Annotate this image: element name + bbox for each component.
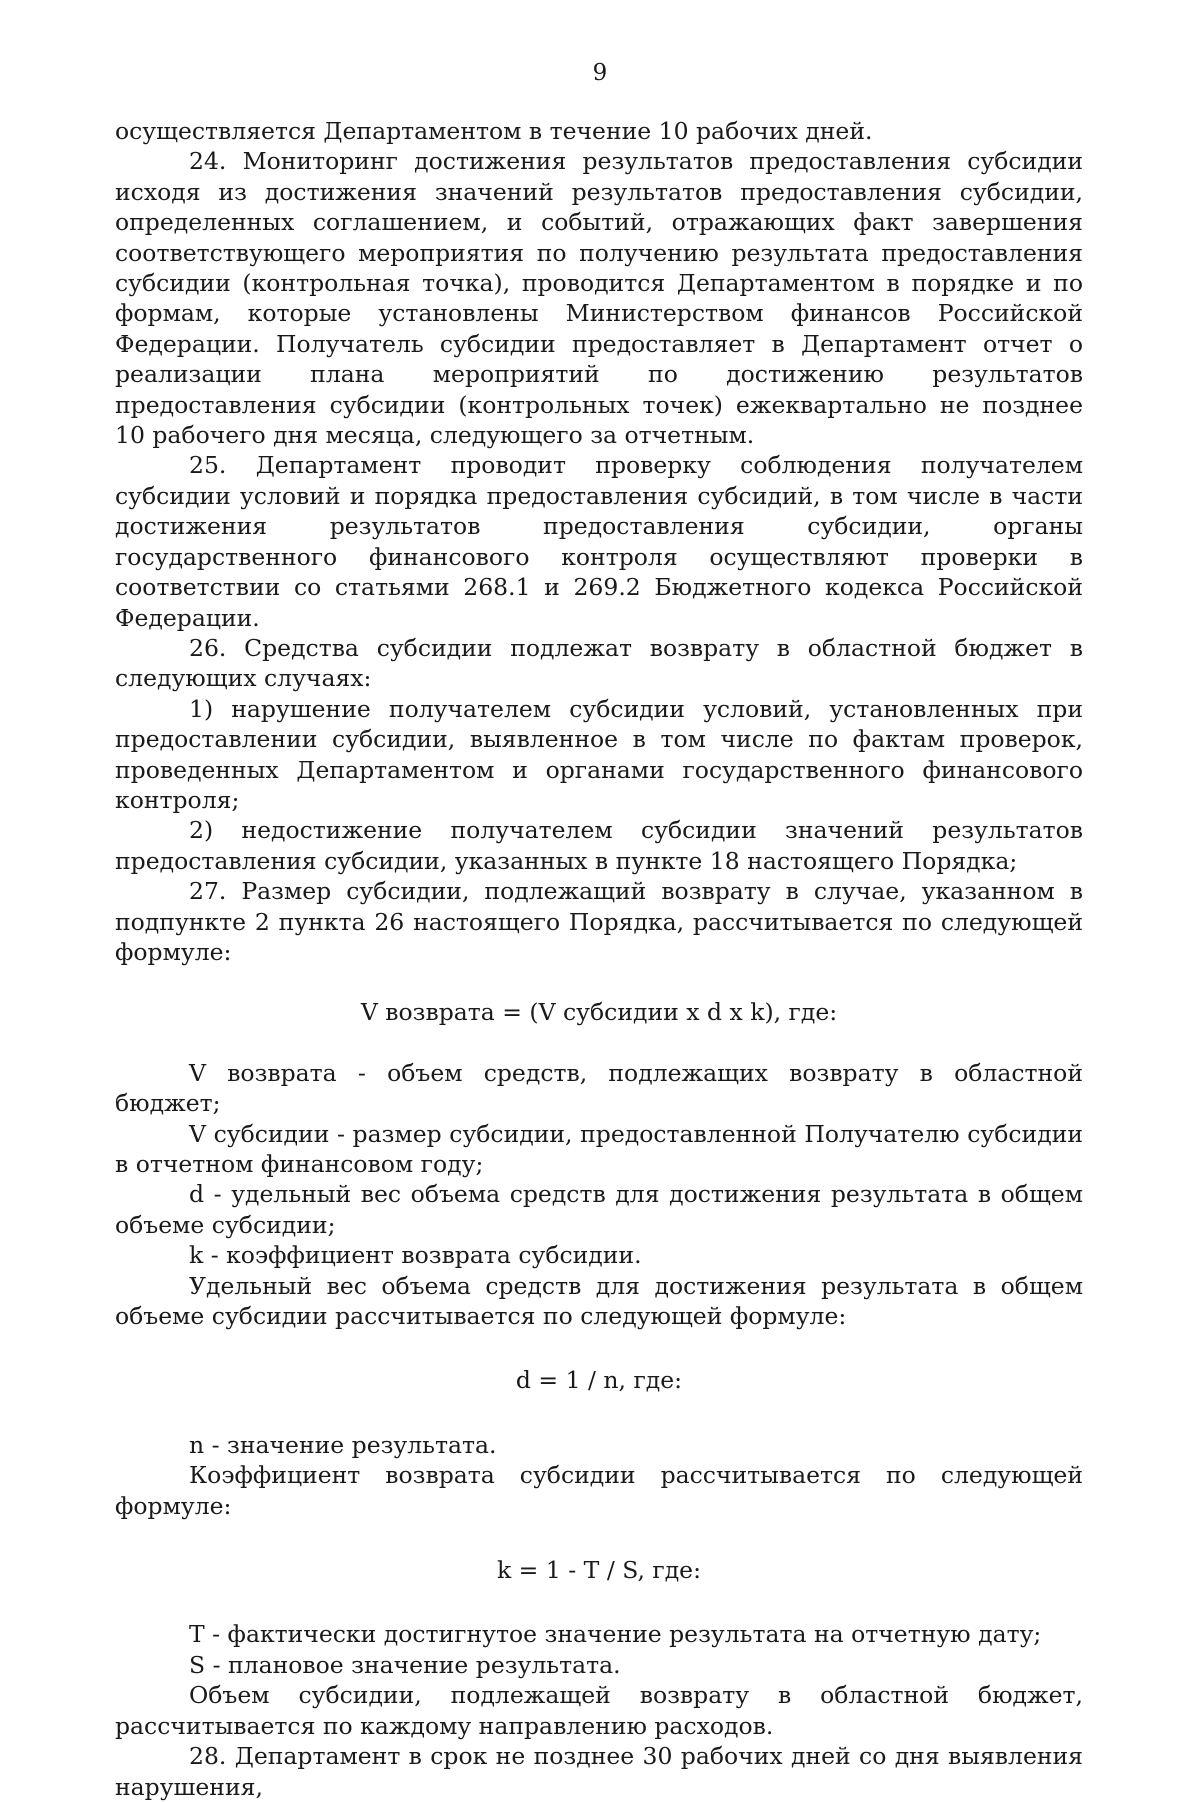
formula-v-return: V возврата = (V субсидии x d x k), где:	[360, 998, 838, 1027]
paragraph-continuation: осуществляется Департаментом в течение 10 рабочих дней.	[115, 117, 873, 145]
definition-v-return: V возврата - объем средств, подлежащих возврату в областной бюджет;	[115, 1058, 1083, 1118]
paragraph-26-item-1: 1) нарушение получателем субсидии условий, установленных при предоставлении субсидии, выявленное в том числе по фактам проверок, проведенных Департаментом и органами государственного финансового контроля;	[115, 694, 1083, 814]
definition-v-subsidy: V субсидии - размер субсидии, предоставленной Получателю субсидии в отчетном финансовом году;	[115, 1119, 1083, 1178]
volume-note: Объем субсидии, подлежащей возврату в областной бюджет, рассчитывается по каждому направлению расходов.	[115, 1681, 1083, 1740]
formula-k: k = 1 - T / S, где:	[496, 1556, 702, 1585]
k-intro: Коэффициент возврата субсидии рассчитывается по следующей формуле:	[115, 1461, 1083, 1520]
paragraph-26-item-2: 2) недостижение получателем субсидии значений результатов предоставления субсидии, указанных в пункте 18 настоящего Порядка;	[115, 816, 1083, 875]
definition-n: n - значение результата.	[189, 1430, 497, 1459]
definition-k: k - коэффициент возврата субсидии.	[189, 1241, 642, 1270]
document-body	[115, 116, 1083, 1802]
definition-d: d - удельный вес объема средств для достижения результата в общем объеме субсидии;	[115, 1180, 1083, 1239]
paragraph-28: 28. Департамент в срок не позднее 30 рабочих дней со дня выявления нарушения,	[115, 1742, 1083, 1801]
paragraph-26: 26. Средства субсидии подлежат возврату в областной бюджет в следующих случаях:	[115, 633, 1083, 693]
formula-d: d = 1 / n, где:	[515, 1366, 683, 1395]
page-number: 9	[592, 60, 608, 86]
paragraph-24: 24. Мониторинг достижения результатов предоставления субсидии исходя из достижения значений результатов предоставления субсидии, определенных соглашением, и событий, отражающих факт завершения соответствующего мероприятия по получению результата предоставления субсидии (контрольная точка), проводится Департаментом в порядке и по формам, которые установлены Министерством финансов Российской Федерации. Получатель субсидии предоставляет в Департамент отчет о реализации плана мероприятий по достижению результатов предоставления субсидии (контрольных точек) ежеквартально не позднее 10 рабочего дня месяца, следующего за отчетным.	[115, 147, 1083, 450]
d-intro: Удельный вес объема средств для достижения результата в общем объеме субсидии рассчитывается по следующей формуле:	[115, 1271, 1083, 1331]
definition-s: S - плановое значение результата.	[189, 1650, 621, 1679]
definition-t: T - фактически достигнутое значение результата на отчетную дату;	[189, 1620, 1042, 1649]
paragraph-27: 27. Размер субсидии, подлежащий возврату в случае, указанном в подпункте 2 пункта 26 настоящего Порядка, рассчитывается по следующей формуле:	[115, 877, 1083, 966]
paragraph-25: 25. Департамент проводит проверку соблюдения получателем субсидии условий и порядка предоставления субсидий, в том числе в части достижения результатов предоставления субсидии, органы государственного финансового контроля осуществляют проверки в соответствии со статьями 268.1 и 269.2 Бюджетного кодекса Российской Федерации.	[115, 451, 1083, 632]
